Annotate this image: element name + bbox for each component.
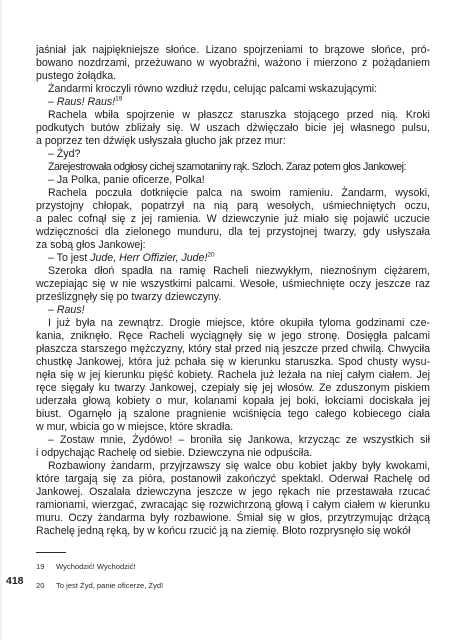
text-line: bowano nozdrzami, przeżuwano w wyobraźni, ważono i mierzono z pożądaniem xyxy=(36,57,430,69)
footnote-text: Wychodzić! Wychodzić! xyxy=(56,562,136,571)
text-line xyxy=(36,252,430,265)
footnote-20 xyxy=(36,581,163,591)
text-line: wdzięczności dla zielonego munduru, dla tej przystojnej twarzy, gdy usłyszała xyxy=(36,226,430,238)
text-line: ręce sięgały ku twarzy Jankowej, czepiały się jej włosów. Ze zduszonym piskiem xyxy=(36,382,430,394)
text-line: biust. Ogarnęło ją szalone pragnienie wciśnięcia tego całego kobiecego ciała xyxy=(36,408,430,420)
text-line: ramionami, wierzgać, zwracając się rozwichrzoną głową i całym ciałem w kierunku xyxy=(36,499,430,511)
text-line: – Zostaw mnie, Żydówo! – broniła się Jankowa, krzycząc ze wszystkich sił xyxy=(48,434,430,446)
text-line: jaśniał jak najpiękniejsze słońce. Lizano spojrzeniami to brązowe słońce, pró- xyxy=(36,44,430,56)
text-line: chustkę Jankowej, która już pchała się w kierunku staruszka. Spod chusty wysu- xyxy=(36,356,430,368)
text-line xyxy=(36,96,430,109)
text-line: płaszcza starszego mężczyzny, który stał przed nią jeszcze przed chwilą. Chwyciła xyxy=(36,343,430,355)
text-line xyxy=(36,304,430,317)
text-line: Zarejestrowała odgłosy cichej szamotaniny rąk. Szloch. Zaraz potem głos Jankowej: xyxy=(48,161,407,173)
text-line: kania, zniknęło. Ręce Racheli wyciągnęły się w jego stronę. Dosięgła palcami xyxy=(36,330,430,342)
page-edge-shadow xyxy=(0,0,2,640)
text-span: – To jest xyxy=(48,252,91,264)
text-line: prześlizgnęły się po twarzy dziewczyny. xyxy=(36,291,222,303)
text-line: muru. Oczy żandarma były rozbawione. Śmiał się w głos, przytrzymując drżącą xyxy=(36,512,430,524)
footnote-separator xyxy=(36,552,66,553)
text-line: za sobą głos Jankowej: xyxy=(36,239,146,251)
text-span: – xyxy=(48,304,57,316)
text-line: przystojny chłopak, popatrzył na nią parą wesołych, uśmiechniętych oczu, xyxy=(36,200,430,212)
text-line: Rozbawiony żandarm, przyjrzawszy się walce obu kobiet jakby były kwokami, xyxy=(48,460,430,472)
footnote-number: 19 xyxy=(36,562,45,571)
text-line: Jankowej. Oszalała dziewczyna jeszcze w jego rękach nie przestawała rzucać xyxy=(36,486,430,498)
italic-text: Jude, Herr Offizier, Jude! xyxy=(90,252,208,264)
text-line: podkutych butów zbliżały się. W uszach dźwięczało bicie jej własnego pulsu, xyxy=(36,122,430,134)
text-line: Rachelę jedną ręką, by w końcu rzucić ją na ziemię. Błoto rozprysnęło się wokół xyxy=(36,525,411,537)
text-line: wczepiając się w nie wszystkimi palcami. Wesołe, uśmiechnięte oczy jeszcze raz xyxy=(36,278,430,290)
text-line: a palec cofnął się z jej ramienia. W dziewczynie już miało się pojawić uczucie xyxy=(36,213,430,225)
footnote-reference: 20 xyxy=(207,251,215,259)
text-line: Rachela poczuła dotknięcie palca na swoim ramieniu. Żandarm, wysoki, xyxy=(48,187,430,199)
text-span: – xyxy=(48,96,57,108)
text-line: Żandarmi kroczyli równo wzdłuż rzędu, celując palcami wskazującymi: xyxy=(48,83,378,95)
text-line: w mur, wbicia go w miejsce, które skradła. xyxy=(36,421,234,433)
text-line: a poprzez ten dźwięk usłyszała głucho jak przez mur: xyxy=(36,135,286,147)
text-line: Rachela wbiła spojrzenie w płaszcz staruszka stojącego przed nią. Kroki xyxy=(48,109,430,121)
text-line: pustego żołądka. xyxy=(36,70,117,82)
text-line: uderzała głową kobiety o mur, kolanami kopała jej boki, łokciami dociskała jej xyxy=(36,395,430,407)
page-number: 418 xyxy=(6,575,24,587)
footnote-text: To jest Żyd, panie oficerze, Żyd! xyxy=(56,581,164,590)
text-line: które targają się za pióra, postanowił zakończyć spektakl. Oderwał Rachelę od xyxy=(36,473,430,485)
text-line: nęła się w jej kierunku pięść kobiety. Rachela już leżała na niej całym ciałem. Jej xyxy=(36,369,430,381)
italic-text: Raus! xyxy=(56,304,85,316)
footnote-19 xyxy=(36,562,136,572)
text-line: I już była na zewnątrz. Drogie miejsce, które okupiła tyloma godzinami cze- xyxy=(48,317,430,329)
italic-text: Raus! Raus! xyxy=(56,96,116,108)
text-line: i odpychając Rachelę od siebie. Dziewczyna nie odpuściła. xyxy=(36,447,313,459)
text-line: Szeroka dłoń spadła na ramię Racheli niezwykłym, nieznośnym ciężarem, xyxy=(48,265,430,277)
text-line: – Ja Polka, panie oficerze, Polka! xyxy=(48,174,205,186)
footnote-number: 20 xyxy=(36,581,45,590)
footnote-reference: 19 xyxy=(115,95,123,103)
text-line: – Żyd? xyxy=(48,148,81,160)
